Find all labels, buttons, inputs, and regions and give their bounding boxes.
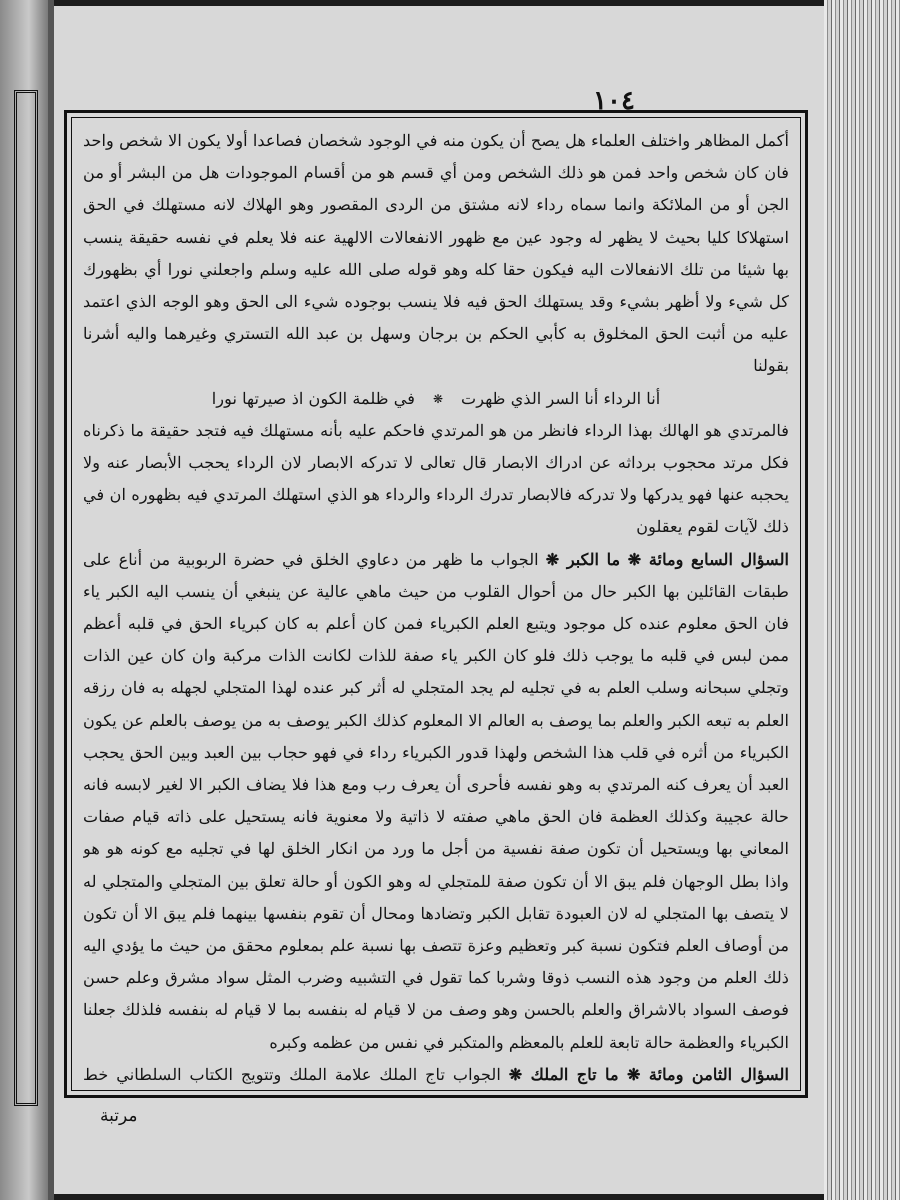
page-edges [824, 0, 900, 1200]
question-108-answer: الجواب تاج الملك علامة الملك وتتويج الكتاب السلطاني خط [83, 1064, 501, 1084]
question-107-answer: الجواب ما ظهر من دعاوي الخلق في حضرة الربوبية من أناع على طبقات القائلين بها الكبر حال من أحوال القلوب من حيث ماهي عالية عن ينبغي أن ينسب اليه الكبر ياء فان الحق معلوم عنده كل موجود ويتبع العلم الكبرياء فمن كان أعلم به كان كبرياء الحق في قلبه أعظم ممن لبس في قلبه ما يوجب ذلك فلو كان الكبر ياء صفة للذات لكانت الذات مركبة وان كان عين الذات وتجلي سبحانه وسلب العلم به في تجليه لم يجد المتجلي له أثر كبر عنده لهذا المتجلي لجهله به فان رزقه العلم به تبعه الكبر والعلم بما يوصف به العالم الا المعلوم كذلك الكبر يوصف به من يوصف بالعلم عن يكون الكبرياء من أثره في قلب هذا الشخص ولهذا قدور الكبرياء رداء في فهو حجاب بين العبد وبين الحق يحجب العبد أن يعرف كنه المرتدي به وهو نفسه فأحرى أن يعرف رب ومع هذا فلا يضاف الكبر الا لغير لابسه فانه حالة عجيبة وكذلك العظمة فان الحق ماهي صفته لا ذاتية ولا معنوية فانه يستحيل على ذاته قيام صفات المعاني بها ويستحيل أن تكون صفة نفسية من أجل ما ورد من انكار الخلق لها في تجليه مع كونه هو هو واذا بطل الوجهان فلم يبق الا أن تكون صفة للمتجلي له وهو الكون أو حالة تعلق بين المتجلي والمتجلي له لا يتصف بها المتجلي له لان العبودة تقابل الكبر وتضادها ومحال أن تقوم بنفسها بينهما فلم يبق الا أن تكون من أوصاف العلم فتكون نسبة كبر وتعظيم وعزة تتصف بها نسبة علم بمعلوم محقق من حيث ما يؤدي اليه ذلك العلم من وجود هذه النسب ذوقا وشربا كما تقول في التشبيه وضرب المثل سواد مشرق وعلم حسن فوصف السواد بالاشراق والعلم بالحسن وهو وصف من لا قيام له بنفسه بما لا قيام له بنفسه فلذلك جعلنا الكبرياء والعظمة حالة تابعة للعلم بالمعظم والمتكبر في نفس من عظمه وكبره [83, 549, 789, 1052]
text-frame [64, 110, 808, 1098]
left-page-edge [0, 0, 48, 1200]
page-number: ١٠٤ [593, 86, 635, 116]
verse-hemistich-right: أنا الرداء أنا السر الذي ظهرت [461, 388, 661, 408]
paragraph-intro: أكمل المظاهر واختلف العلماء هل يصح أن يكون منه في الوجود شخصان فصاعدا أولا يكون الا شخص واحد فان كان شخص واحد فمن هو ذلك الشخص ومن أي قسم هو من أقسام الموجودات هل من البشر أو من الجن أو من الملائكة وانما سماه رداء لانه مشتق من الردى المقصور وهو الهلاك لانه مستهلك في الحق استهلاكا كليا بحيث لا يظهر له وجود عين مع ظهور الانفعالات الالهية عنه فلا يعلم في نفسه حقيقة ينسب بها شيئا من تلك الانفعالات اليه فيكون حقا كله وهو قوله صلى الله عليه وسلم واجعلني نورا أي بظهورك كل شيء ولا أظهر بشيء وقد يستهلك الحق فيه فلا ينسب بوجوده شيء الى الحق وهو الوجه الذي اعتمد عليه من أثبت الحق المخلوق به كأبي الحكم بن برجان وسهل بن عبد الله التستري وغيرهما واليه أشرنا بقولنا [83, 131, 789, 376]
text-body [83, 125, 789, 1085]
question-108-title: السؤال الثامن ومائة ❋ ما تاج الملك ❋ [508, 1064, 789, 1084]
question-108 [83, 1059, 789, 1085]
paragraph-commentary: فالمرتدي هو الهالك بهذا الرداء فانظر من هو المرتدي فاحكم عليه بأنه مستهلك فيه فتجد حقيقة ما ذكرناه فكل مرتد محجوب برداثه عن ادراك الابصار قال تعالى لا تدركه الابصار لان الرداء يحجب الأبصار عنه ولا يحجبه عنها فهو يدركها ولا تدركه فالابصار تدرك الرداء والرداء هو الذي استهلك المرتدي فيه بظهوره ان في ذلك لآيات لقوم يعقلون [83, 420, 789, 537]
verse-separator: ❋ [432, 391, 444, 406]
verse-line [83, 383, 789, 415]
question-107 [83, 544, 789, 1059]
question-107-title: السؤال السابع ومائة ❋ ما الكبر ❋ [545, 549, 789, 569]
right-page [54, 6, 824, 1194]
left-page-frame [14, 90, 38, 1106]
catchword: مرتبة [100, 1106, 138, 1126]
verse-hemistich-left: في ظلمة الكون اذ صيرتها نورا [211, 388, 415, 408]
